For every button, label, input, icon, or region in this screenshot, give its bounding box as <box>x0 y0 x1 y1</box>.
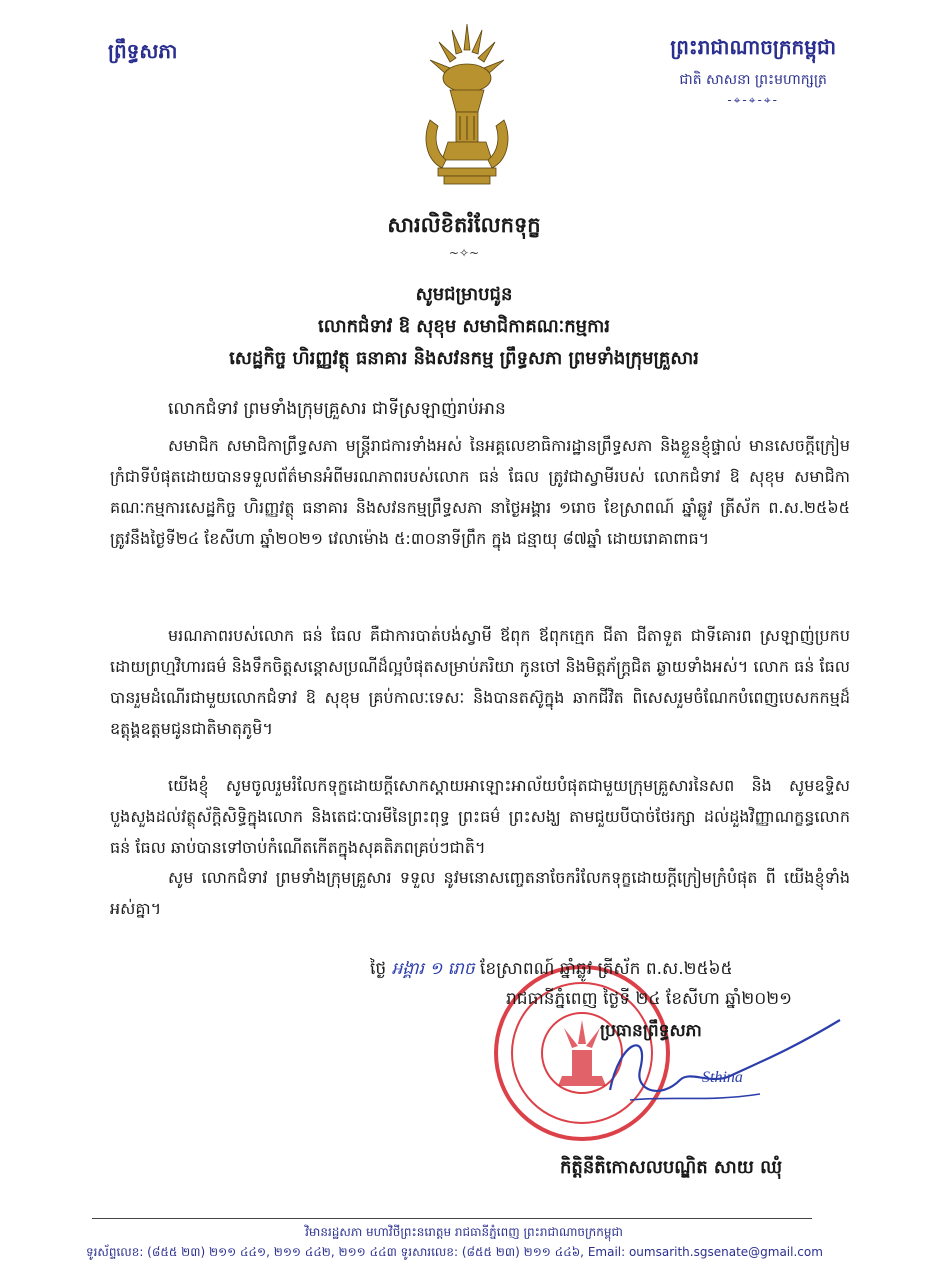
addressee-line-1: សូមជម្រាបជូន <box>415 284 513 305</box>
document-title: សារលិខិតរំលែកទុក្ខ <box>387 213 541 237</box>
signatory-title: ប្រធានព្រឹទ្ធសភា <box>600 1021 702 1041</box>
handwritten-signature <box>590 1010 850 1120</box>
royal-emblem-icon <box>412 20 522 190</box>
kingdom-name: ព្រះរាជាណាចក្រកម្ពុជា <box>670 35 836 59</box>
footer-contacts: ទូរស័ព្ទលេខ: (៨៥៥ ២៣) ២១១ ៤៤១, ២១១ ៤៤២, ២១១ ៤៤៣ ទូរសារលេខ: (៨៥៥ ២៣) ២១១ ៤៤៦, Email: oumsarith.sgsenate@gmail.com <box>86 1245 823 1259</box>
signature-text: Sthina <box>702 1069 743 1086</box>
handwritten-day: អង្គារ ១ រោច <box>391 959 475 979</box>
lunar-date: ខែស្រាពណ៍ ឆ្នាំឆ្លូវ ត្រីស័ក ព.ស.២៥៦៥ <box>480 959 733 979</box>
footer-address: វិមានរដ្ឋសភា មហាវិថីព្រះនរោត្តម រាជធានីភ្នំពេញ ព្រះរាជាណាចក្រកម្ពុជា <box>305 1225 623 1239</box>
kingdom-header <box>670 34 836 108</box>
paragraph-3: យើងខ្ញុំ សូមចូលរួមរំលែកទុក្ខដោយក្ដីសោកស្ដាយអាឡោះអាល័យបំផុតជាមួយក្រុមគ្រួសារនៃសព និង សូមឧទ្ទិសបួងសួងដល់វត្ថុស័ក្ដិសិទ្ធិក្នុងលោក និងតេជៈបារមីនៃព្រះពុទ្ធ ព្រះធម៌ ព្រះសង្ឃ តាមជួយបីបាច់ថែរក្សា ដល់ដួងវិញ្ញាណក្ខន្ធលោក ធន់ ធែល ឆាប់បានទៅចាប់កំណើតកើតក្នុងសុគតិភពគ្រប់ៗជាតិ។ <box>110 776 850 857</box>
national-motto: ជាតិ សាសនា ព្រះមហាក្សត្រ <box>679 72 827 88</box>
paragraph-2: មរណភាពរបស់លោក ធន់ ធែល គឺជាការបាត់បង់ស្វាមី ឪពុក ឪពុកក្មេក ជីតា ជីតាទួត ជាទីគោរព ស្រឡាញ់ប្រកបដោយព្រហ្មវិហារធម៌ និងទឹកចិត្តសន្ដោសប្រណីដ៏ល្អបំផុតសម្រាប់ភរិយា កូនចៅ និងមិត្តភ័ក្ដ្រជិត ឆ្ងាយទាំងអស់។ លោក ធន់ ធែល បានរួមដំណើរជាមួយលោកជំទាវ ឱ សុខុម គ្រប់កាលៈទេសៈ និងបានតស៊ូក្នុង ឆាកជីវិត ពិសេសរួមចំណែកបំពេញបេសកកម្មដ៏ឧត្ដុង្គឧត្ដមជូនជាតិមាតុភូមិ។ <box>110 626 850 738</box>
paragraph-4: សូម លោកជំទាវ ព្រមទាំងក្រុមគ្រួសារ ទទួល នូវមនោសញ្ចេតនាចែករំលែកទុក្ខដោយក្ដីក្រៀមក្រំបំផុត ពី យើងខ្ញុំទាំងអស់គ្នា។ <box>110 868 850 918</box>
salutation: លោកជំទាវ ព្រមទាំងក្រុមគ្រួសារ ជាទីស្រឡាញ់រាប់អាន <box>168 399 506 419</box>
title-ornament: ~✧~ <box>448 246 480 260</box>
institution-name: ព្រឹទ្ធសភា <box>108 39 178 63</box>
footer-divider <box>92 1218 812 1219</box>
motto-ornament: -⌖-⌖-⌖- <box>727 93 779 107</box>
khmer-date-line <box>370 958 733 983</box>
signer-name: កិត្តិនីតិកោសលបណ្ឌិត សាយ ឈុំ <box>560 1157 783 1178</box>
city-date: រាជធានីភ្នំពេញ ថ្ងៃទី ២៤ ខែសីហា ឆ្នាំ២០២១ <box>506 989 792 1009</box>
addressee-line-2: លោកជំទាវ ឱ សុខុម សមាជិកាគណៈកម្មការ <box>318 316 610 337</box>
addressee-line-3: សេដ្ឋកិច្ច ហិរញ្ញវត្ថុ ធនាគារ និងសវនកម្ម ព្រឹទ្ធសភា ព្រមទាំងក្រុមគ្រួសារ <box>229 348 699 369</box>
date-label: ថ្ងៃ <box>370 959 387 979</box>
paragraph-1: សមាជិក សមាជិកាព្រឹទ្ធសភា មន្ត្រីរាជការទាំងអស់ នៃអគ្គលេខាធិការដ្ឋានព្រឹទ្ធសភា និងខ្លួនខ្ញុំផ្ទាល់ មានសេចក្ដីក្រៀមក្រំជាទីបំផុតដោយបានទទួលព័ត៌មានអំពីមរណភាពរបស់លោក ធន់ ធែល ត្រូវជាស្វាមីរបស់ លោកជំទាវ ឱ សុខុម សមាជិកាគណៈកម្មការសេដ្ឋកិច្ច ហិរញ្ញវត្ថុ ធនាគារ និងសវនកម្មព្រឹទ្ធសភា នាថ្ងៃអង្គារ ១រោច ខែស្រាពណ៍ ឆ្នាំឆ្លូវ ត្រីស័ក ព.ស.២៥៦៥ ត្រូវនឹងថ្ងៃទី២៤ ខែសីហា ឆ្នាំ២០២១ វេលាម៉ោង ៥:៣០នាទីព្រឹក ក្នុង ជន្មាយុ ៨៧ឆ្នាំ ដោយរោគាពាធ។ <box>110 436 851 548</box>
